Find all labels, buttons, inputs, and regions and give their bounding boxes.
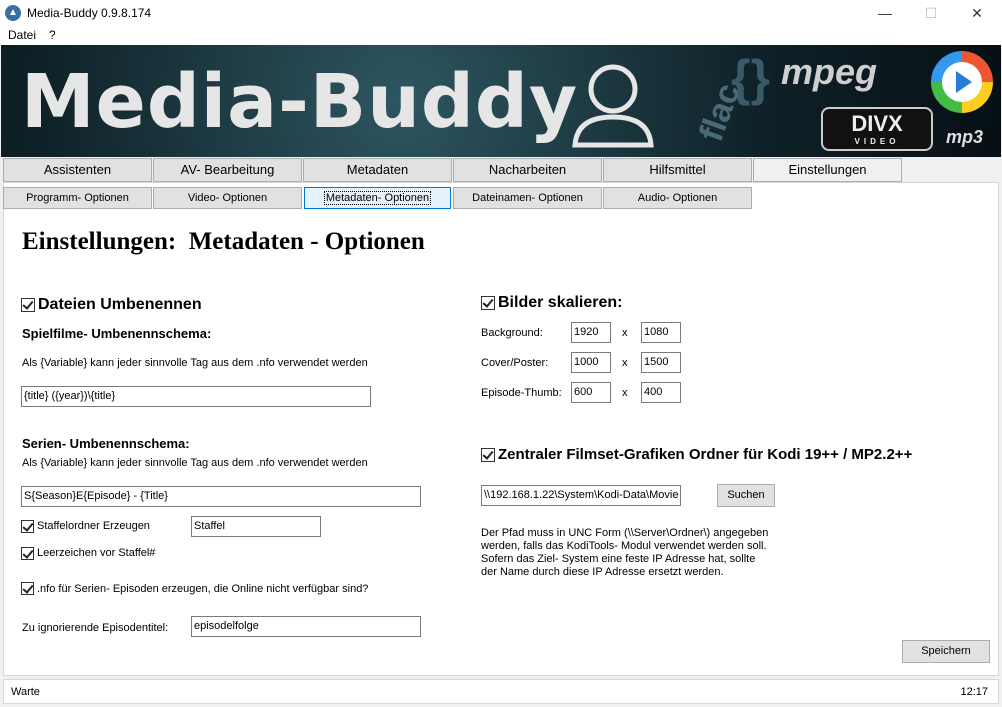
mpeg-logo: mpeg: [781, 51, 878, 92]
background-x: x: [622, 327, 628, 339]
menu-datei[interactable]: Datei: [8, 28, 37, 42]
tab-einstellungen[interactable]: Einstellungen: [753, 158, 902, 182]
tab-metadaten[interactable]: Metadaten: [303, 158, 452, 182]
flac-logo: flac: [691, 78, 748, 147]
maximize-button[interactable]: ☐: [924, 5, 938, 21]
menu-bar: [0, 26, 1002, 45]
kodi-path-input[interactable]: \\192.168.1.22\System\Kodi-Data\Movie: [481, 485, 681, 506]
user-icon: [567, 59, 659, 151]
movies-schema-input[interactable]: {title} ({year})\{title}: [21, 386, 371, 407]
cover-label: Cover/Poster:: [481, 357, 549, 369]
cover-width-input[interactable]: 1000: [571, 352, 611, 373]
window-title: Media-Buddy 0.9.8.174: [27, 6, 152, 20]
subtab-audio-optionen[interactable]: Audio- Optionen: [603, 187, 752, 209]
banner: [1, 45, 1001, 157]
title-bar: [0, 0, 1002, 26]
tab-hilfsmittel[interactable]: Hilfsmittel: [603, 158, 752, 182]
rename-checkbox[interactable]: [21, 298, 35, 312]
tab-av-bearbeitung[interactable]: AV- Bearbeitung: [153, 158, 302, 182]
brace-logo: {}: [731, 50, 770, 106]
media-player-logo: [931, 51, 993, 113]
thumb-width-input[interactable]: 600: [571, 382, 611, 403]
kodi-folder-checkbox[interactable]: [481, 448, 495, 462]
divx-logo-text: DIVX: [851, 111, 903, 136]
status-text: Warte: [11, 686, 40, 698]
background-label: Background:: [481, 327, 543, 339]
settings-panel: [3, 182, 999, 676]
series-schema-input[interactable]: S{Season}E{Episode} - {Title}: [21, 486, 421, 507]
background-width-input[interactable]: 1920: [571, 322, 611, 343]
subtab-programm-optionen[interactable]: Programm- Optionen: [3, 187, 152, 209]
subtab-metadaten-optionen[interactable]: [304, 187, 451, 209]
mp3-logo: mp3: [946, 127, 984, 147]
movies-schema-heading: Spielfilme- Umbenennschema:: [22, 326, 212, 341]
close-button[interactable]: ✕: [971, 5, 983, 21]
kodi-folder-label: Zentraler Filmset-Grafiken Ordner für Kodi 19++ / MP2.2++: [498, 446, 913, 463]
cover-x: x: [622, 357, 628, 369]
series-schema-hint: Als {Variable} kann jeder sinnvolle Tag aus dem .nfo verwendet werden: [22, 457, 368, 469]
subtab-metadaten-optionen-label: Metadaten- Optionen: [325, 192, 430, 204]
tab-nacharbeiten[interactable]: Nacharbeiten: [453, 158, 602, 182]
page-title: Einstellungen: Metadaten - Optionen: [22, 228, 425, 255]
scale-images-label: Bilder skalieren:: [498, 294, 623, 311]
thumb-height-input[interactable]: 400: [641, 382, 681, 403]
movies-schema-hint: Als {Variable} kann jeder sinnvolle Tag aus dem .nfo verwendet werden: [22, 357, 368, 369]
subtab-video-optionen[interactable]: Video- Optionen: [153, 187, 302, 209]
banner-title: Media-Buddy: [21, 59, 579, 145]
season-folder-checkbox[interactable]: [21, 520, 34, 533]
menu-help[interactable]: ?: [49, 28, 56, 42]
ignore-titles-label: Zu ignorierende Episodentitel:: [22, 622, 169, 634]
season-folder-label: Staffelordner Erzeugen: [37, 520, 150, 532]
status-bar: [3, 679, 999, 704]
thumb-label: Episode-Thumb:: [481, 387, 562, 399]
scale-images-checkbox[interactable]: [481, 296, 495, 310]
background-height-input[interactable]: 1080: [641, 322, 681, 343]
play-icon: [942, 62, 982, 102]
minimize-button[interactable]: —: [878, 5, 892, 21]
kodi-path-note: Der Pfad muss in UNC Form (\\Server\Ordner\) angegeben werden, falls das KodiTools- Modul verwendet werden soll. Sofern das Ziel- System eine feste IP Adresse hat, sollte der Name durch diese IP Adresse ersetzt werden.: [481, 527, 769, 578]
save-button[interactable]: Speichern: [902, 640, 990, 663]
search-button[interactable]: Suchen: [717, 484, 775, 507]
tab-assistenten[interactable]: Assistenten: [3, 158, 152, 182]
space-before-season-label: Leerzeichen vor Staffel#: [37, 547, 156, 559]
status-time: 12:17: [960, 686, 988, 698]
rename-label: Dateien Umbenennen: [38, 296, 202, 313]
nfo-offline-checkbox[interactable]: [21, 582, 34, 595]
divx-logo-subtext: VIDEO: [854, 137, 900, 146]
ignore-titles-input[interactable]: episodelfolge: [191, 616, 421, 637]
space-before-season-checkbox[interactable]: [21, 547, 34, 560]
divx-logo: [821, 107, 933, 151]
app-icon: ▲: [5, 5, 21, 21]
season-folder-input[interactable]: Staffel: [191, 516, 321, 537]
series-schema-heading: Serien- Umbenennschema:: [22, 436, 190, 451]
cover-height-input[interactable]: 1500: [641, 352, 681, 373]
subtab-dateinamen-optionen[interactable]: Dateinamen- Optionen: [453, 187, 602, 209]
nfo-offline-label: .nfo für Serien- Episoden erzeugen, die Online nicht verfügbar sind?: [37, 583, 369, 595]
thumb-x: x: [622, 387, 628, 399]
